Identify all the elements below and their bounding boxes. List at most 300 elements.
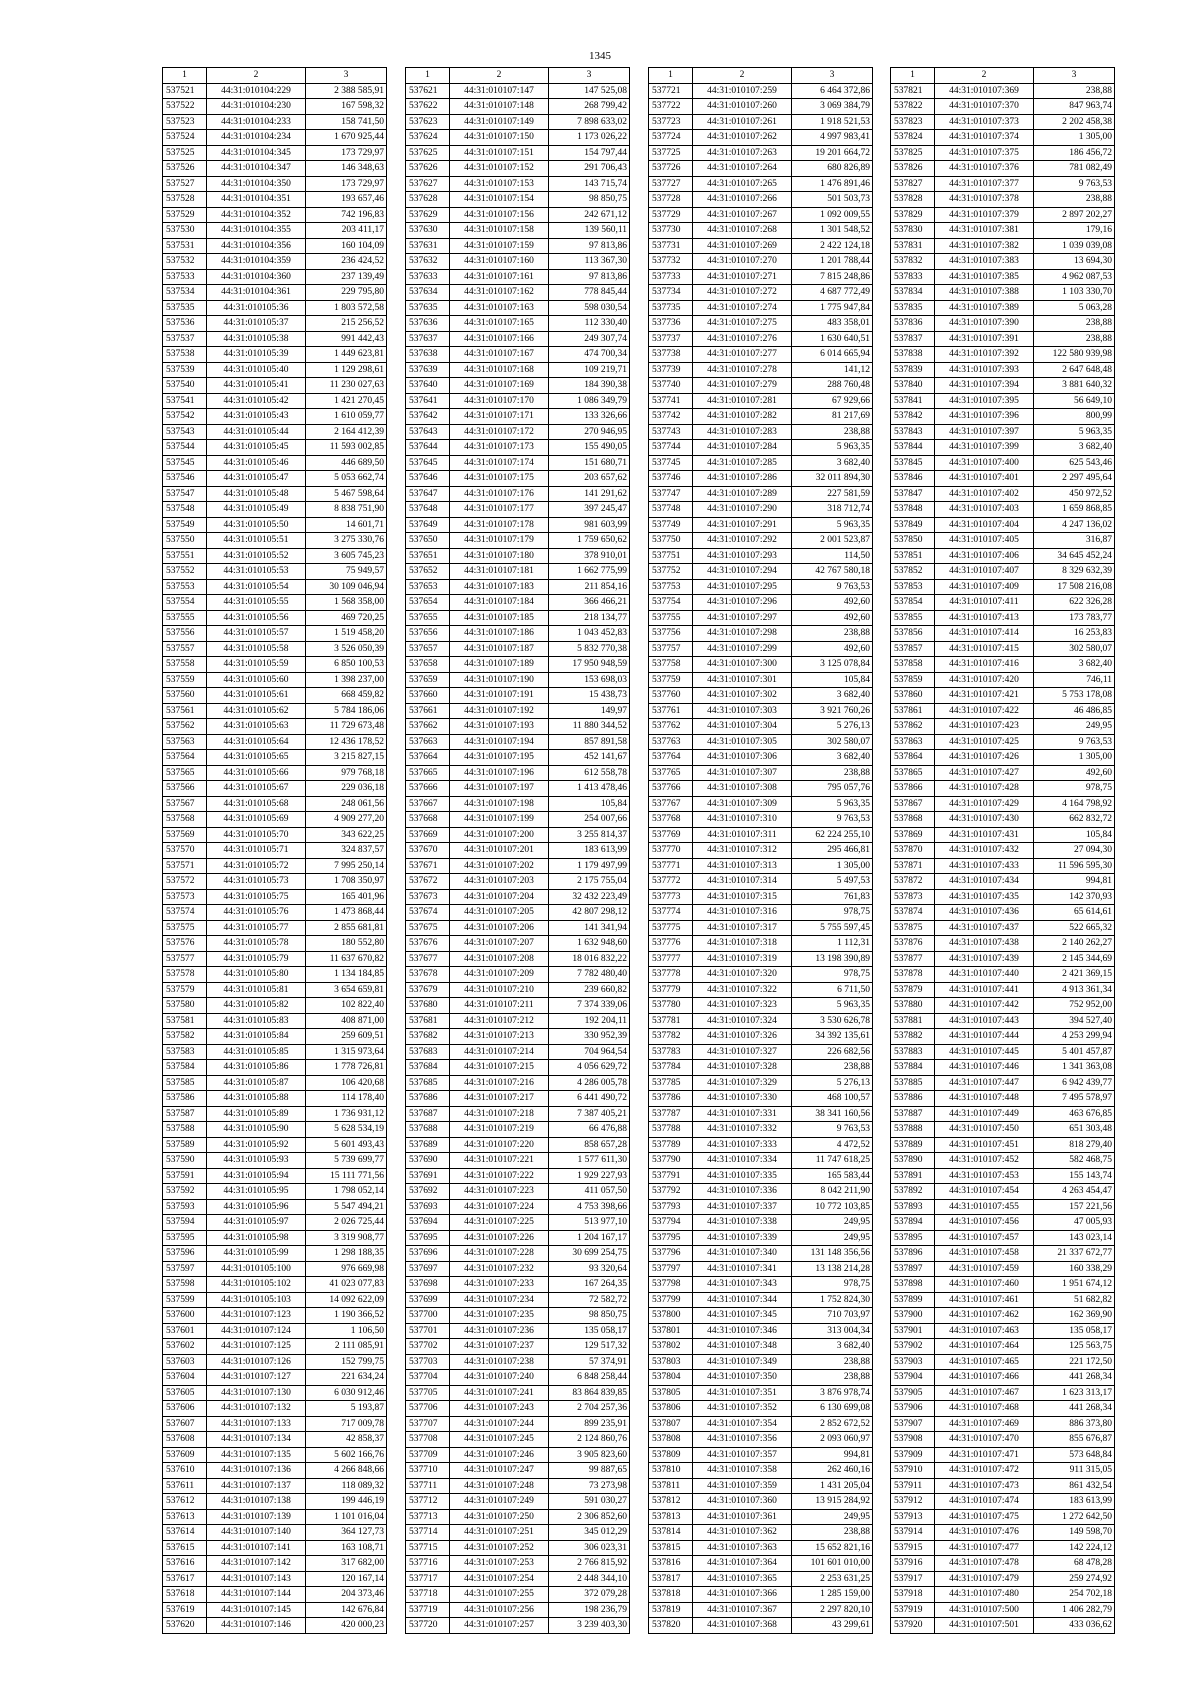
cadastral-value: 781 082,49 bbox=[1034, 161, 1115, 177]
cadastral-number: 44:31:010107:451 bbox=[935, 1137, 1034, 1153]
cadastral-number: 44:31:010107:329 bbox=[693, 1075, 792, 1091]
row-number: 537814 bbox=[649, 1525, 693, 1541]
row-number: 537532 bbox=[163, 254, 207, 270]
cadastral-number: 44:31:010105:44 bbox=[207, 424, 306, 440]
row-number: 537822 bbox=[891, 99, 935, 115]
row-number: 537760 bbox=[649, 688, 693, 704]
table-row bbox=[163, 1292, 387, 1308]
cadastral-value: 30 699 254,75 bbox=[549, 1246, 630, 1262]
cadastral-number: 44:31:010107:302 bbox=[693, 688, 792, 704]
row-number: 537887 bbox=[891, 1106, 935, 1122]
cadastral-value: 5 832 770,38 bbox=[549, 641, 630, 657]
cadastral-value: 192 204,11 bbox=[549, 1013, 630, 1029]
cadastral-number: 44:31:010104:230 bbox=[207, 99, 306, 115]
cadastral-number: 44:31:010107:202 bbox=[450, 858, 549, 874]
cadastral-number: 44:31:010107:361 bbox=[693, 1509, 792, 1525]
row-number: 537720 bbox=[406, 1618, 450, 1634]
cadastral-number: 44:31:010107:300 bbox=[693, 657, 792, 673]
row-number: 537872 bbox=[891, 874, 935, 890]
table-row bbox=[406, 1602, 630, 1618]
cadastral-number: 44:31:010107:312 bbox=[693, 843, 792, 859]
table-row bbox=[406, 1122, 630, 1138]
cadastral-number: 44:31:010107:409 bbox=[935, 579, 1034, 595]
cadastral-number: 44:31:010107:313 bbox=[693, 858, 792, 874]
cadastral-value: 11 593 002,85 bbox=[306, 440, 387, 456]
cadastral-number: 44:31:010107:461 bbox=[935, 1292, 1034, 1308]
row-number: 537732 bbox=[649, 254, 693, 270]
cadastral-number: 44:31:010107:298 bbox=[693, 626, 792, 642]
table-row bbox=[891, 1618, 1115, 1634]
row-number: 537625 bbox=[406, 145, 450, 161]
cadastral-number: 44:31:010107:480 bbox=[935, 1587, 1034, 1603]
table-row bbox=[163, 1354, 387, 1370]
cadastral-value: 13 915 284,92 bbox=[792, 1494, 873, 1510]
cadastral-value: 270 946,95 bbox=[549, 424, 630, 440]
cadastral-value: 143 715,74 bbox=[549, 176, 630, 192]
cadastral-number: 44:31:010105:55 bbox=[207, 595, 306, 611]
row-number: 537835 bbox=[891, 300, 935, 316]
table-row bbox=[163, 362, 387, 378]
table-row bbox=[163, 1509, 387, 1525]
table-row bbox=[891, 99, 1115, 115]
table-row bbox=[406, 1029, 630, 1045]
cadastral-value: 38 341 160,56 bbox=[792, 1106, 873, 1122]
table-row bbox=[649, 502, 873, 518]
row-number: 537686 bbox=[406, 1091, 450, 1107]
cadastral-number: 44:31:010107:211 bbox=[450, 998, 549, 1014]
row-number: 537738 bbox=[649, 347, 693, 363]
cadastral-value: 1 129 298,61 bbox=[306, 362, 387, 378]
cadastral-number: 44:31:010107:358 bbox=[693, 1463, 792, 1479]
table-row bbox=[406, 951, 630, 967]
row-number: 537890 bbox=[891, 1153, 935, 1169]
table-row bbox=[649, 1494, 873, 1510]
cadastral-number: 44:31:010107:326 bbox=[693, 1029, 792, 1045]
table-row bbox=[406, 1385, 630, 1401]
row-number: 537667 bbox=[406, 796, 450, 812]
cadastral-number: 44:31:010107:291 bbox=[693, 517, 792, 533]
row-number: 537603 bbox=[163, 1354, 207, 1370]
table-row bbox=[163, 641, 387, 657]
cadastral-value: 239 660,82 bbox=[549, 982, 630, 998]
cadastral-number: 44:31:010107:462 bbox=[935, 1308, 1034, 1324]
table-row bbox=[891, 378, 1115, 394]
table-row bbox=[406, 1261, 630, 1277]
table-row bbox=[163, 657, 387, 673]
row-number: 537841 bbox=[891, 393, 935, 409]
cadastral-value: 151 680,71 bbox=[549, 455, 630, 471]
cadastral-value: 149 598,70 bbox=[1034, 1525, 1115, 1541]
table-row bbox=[649, 920, 873, 936]
row-number: 537647 bbox=[406, 486, 450, 502]
cadastral-value: 204 373,46 bbox=[306, 1587, 387, 1603]
row-number: 537746 bbox=[649, 471, 693, 487]
cadastral-number: 44:31:010107:475 bbox=[935, 1509, 1034, 1525]
row-number: 537788 bbox=[649, 1122, 693, 1138]
cadastral-value: 7 815 248,86 bbox=[792, 269, 873, 285]
cadastral-number: 44:31:010107:228 bbox=[450, 1246, 549, 1262]
cadastral-number: 44:31:010107:428 bbox=[935, 781, 1034, 797]
cadastral-number: 44:31:010107:187 bbox=[450, 641, 549, 657]
cadastral-value: 165 583,44 bbox=[792, 1168, 873, 1184]
table-row bbox=[163, 1060, 387, 1076]
cadastral-value: 1 341 363,08 bbox=[1034, 1060, 1115, 1076]
cadastral-number: 44:31:010107:274 bbox=[693, 300, 792, 316]
row-number: 537599 bbox=[163, 1292, 207, 1308]
row-number: 537813 bbox=[649, 1509, 693, 1525]
table-row bbox=[406, 1153, 630, 1169]
table-row bbox=[163, 1308, 387, 1324]
cadastral-value: 56 649,10 bbox=[1034, 393, 1115, 409]
cadastral-number: 44:31:010107:395 bbox=[935, 393, 1034, 409]
cadastral-number: 44:31:010107:283 bbox=[693, 424, 792, 440]
table-row bbox=[649, 1323, 873, 1339]
table-row bbox=[891, 1478, 1115, 1494]
cadastral-value: 18 016 832,22 bbox=[549, 951, 630, 967]
table-row bbox=[649, 269, 873, 285]
cadastral-value: 2 124 860,76 bbox=[549, 1432, 630, 1448]
cadastral-value: 5 628 534,19 bbox=[306, 1122, 387, 1138]
table-row bbox=[163, 874, 387, 890]
cadastral-value: 203 411,17 bbox=[306, 223, 387, 239]
table-row bbox=[406, 300, 630, 316]
cadastral-number: 44:31:010107:299 bbox=[693, 641, 792, 657]
cadastral-number: 44:31:010107:162 bbox=[450, 285, 549, 301]
cadastral-value: 139 560,11 bbox=[549, 223, 630, 239]
cadastral-number: 44:31:010107:383 bbox=[935, 254, 1034, 270]
cadastral-value: 158 741,50 bbox=[306, 114, 387, 130]
cadastral-number: 44:31:010105:50 bbox=[207, 517, 306, 533]
row-number: 537879 bbox=[891, 982, 935, 998]
row-number: 537521 bbox=[163, 83, 207, 99]
cadastral-number: 44:31:010107:382 bbox=[935, 238, 1034, 254]
cadastral-number: 44:31:010107:414 bbox=[935, 626, 1034, 642]
table-row bbox=[891, 734, 1115, 750]
row-number: 537649 bbox=[406, 517, 450, 533]
cadastral-value: 193 657,46 bbox=[306, 192, 387, 208]
cadastral-value: 612 558,78 bbox=[549, 765, 630, 781]
cadastral-value: 11 880 344,52 bbox=[549, 719, 630, 735]
cadastral-value: 7 898 633,02 bbox=[549, 114, 630, 130]
cadastral-value: 11 747 618,25 bbox=[792, 1153, 873, 1169]
cadastral-value: 2 175 755,04 bbox=[549, 874, 630, 890]
cadastral-number: 44:31:010107:454 bbox=[935, 1184, 1034, 1200]
cadastral-value: 46 486,85 bbox=[1034, 703, 1115, 719]
row-number: 537658 bbox=[406, 657, 450, 673]
header-col-2: 2 bbox=[693, 68, 792, 84]
row-number: 537588 bbox=[163, 1122, 207, 1138]
cadastral-number: 44:31:010107:270 bbox=[693, 254, 792, 270]
table-row bbox=[163, 1215, 387, 1231]
cadastral-value: 394 527,40 bbox=[1034, 1013, 1115, 1029]
header-col-3: 3 bbox=[549, 68, 630, 84]
row-number: 537794 bbox=[649, 1215, 693, 1231]
table-row bbox=[163, 858, 387, 874]
cadastral-value: 135 058,17 bbox=[1034, 1323, 1115, 1339]
cadastral-value: 651 303,48 bbox=[1034, 1122, 1115, 1138]
table-row bbox=[891, 393, 1115, 409]
row-number: 537628 bbox=[406, 192, 450, 208]
cadastral-value: 120 167,14 bbox=[306, 1571, 387, 1587]
cadastral-number: 44:31:010107:463 bbox=[935, 1323, 1034, 1339]
row-number: 537541 bbox=[163, 393, 207, 409]
row-number: 537640 bbox=[406, 378, 450, 394]
cadastral-number: 44:31:010107:500 bbox=[935, 1602, 1034, 1618]
cadastral-number: 44:31:010105:39 bbox=[207, 347, 306, 363]
cadastral-value: 68 478,28 bbox=[1034, 1556, 1115, 1572]
table-row bbox=[891, 1385, 1115, 1401]
cadastral-value: 143 023,14 bbox=[1034, 1230, 1115, 1246]
row-number: 537702 bbox=[406, 1339, 450, 1355]
cadastral-number: 44:31:010107:250 bbox=[450, 1509, 549, 1525]
row-number: 537840 bbox=[891, 378, 935, 394]
table-row bbox=[891, 1463, 1115, 1479]
table-row bbox=[649, 812, 873, 828]
table-row bbox=[406, 1292, 630, 1308]
cadastral-number: 44:31:010107:430 bbox=[935, 812, 1034, 828]
cadastral-value: 249,95 bbox=[792, 1230, 873, 1246]
table-row bbox=[163, 378, 387, 394]
cadastral-value: 1 476 891,46 bbox=[792, 176, 873, 192]
cadastral-number: 44:31:010107:133 bbox=[207, 1416, 306, 1432]
cadastral-value: 4 247 136,02 bbox=[1034, 517, 1115, 533]
header-col-2: 2 bbox=[450, 68, 549, 84]
cadastral-value: 911 315,05 bbox=[1034, 1463, 1115, 1479]
cadastral-value: 316,87 bbox=[1034, 533, 1115, 549]
row-number: 537608 bbox=[163, 1432, 207, 1448]
row-number: 537677 bbox=[406, 951, 450, 967]
cadastral-value: 452 141,67 bbox=[549, 750, 630, 766]
table-row bbox=[649, 843, 873, 859]
cadastral-number: 44:31:010107:196 bbox=[450, 765, 549, 781]
table-row bbox=[649, 626, 873, 642]
row-number: 537578 bbox=[163, 967, 207, 983]
cadastral-value: 5 467 598,64 bbox=[306, 486, 387, 502]
cadastral-number: 44:31:010107:257 bbox=[450, 1618, 549, 1634]
table-row bbox=[649, 905, 873, 921]
table-row bbox=[406, 641, 630, 657]
table-row bbox=[891, 703, 1115, 719]
table-row bbox=[649, 1060, 873, 1076]
row-number: 537880 bbox=[891, 998, 935, 1014]
row-number: 537536 bbox=[163, 316, 207, 332]
table-row bbox=[649, 1153, 873, 1169]
cadastral-number: 44:31:010107:197 bbox=[450, 781, 549, 797]
table-row bbox=[163, 300, 387, 316]
cadastral-number: 44:31:010107:189 bbox=[450, 657, 549, 673]
cadastral-value: 238,88 bbox=[792, 424, 873, 440]
header-col-1: 1 bbox=[891, 68, 935, 84]
table-row bbox=[649, 1106, 873, 1122]
row-number: 537846 bbox=[891, 471, 935, 487]
cadastral-number: 44:31:010107:178 bbox=[450, 517, 549, 533]
table-row bbox=[649, 1199, 873, 1215]
row-number: 537692 bbox=[406, 1184, 450, 1200]
row-number: 537798 bbox=[649, 1277, 693, 1293]
row-number: 537849 bbox=[891, 517, 935, 533]
cadastral-number: 44:31:010107:449 bbox=[935, 1106, 1034, 1122]
cadastral-number: 44:31:010107:246 bbox=[450, 1447, 549, 1463]
cadastral-number: 44:31:010107:425 bbox=[935, 734, 1034, 750]
cadastral-number: 44:31:010107:436 bbox=[935, 905, 1034, 921]
cadastral-value: 1 803 572,58 bbox=[306, 300, 387, 316]
cadastral-value: 3 881 640,32 bbox=[1034, 378, 1115, 394]
cadastral-value: 125 563,75 bbox=[1034, 1339, 1115, 1355]
table-row bbox=[406, 672, 630, 688]
cadastral-number: 44:31:010107:223 bbox=[450, 1184, 549, 1200]
table-row bbox=[163, 1447, 387, 1463]
row-number: 537751 bbox=[649, 548, 693, 564]
row-number: 537582 bbox=[163, 1029, 207, 1045]
table-row bbox=[891, 145, 1115, 161]
cadastral-value: 463 676,85 bbox=[1034, 1106, 1115, 1122]
row-number: 537682 bbox=[406, 1029, 450, 1045]
table-row bbox=[891, 1168, 1115, 1184]
cadastral-number: 44:31:010105:57 bbox=[207, 626, 306, 642]
row-number: 537885 bbox=[891, 1075, 935, 1091]
table-row bbox=[163, 548, 387, 564]
row-number: 537876 bbox=[891, 936, 935, 952]
cadastral-number: 44:31:010104:359 bbox=[207, 254, 306, 270]
table-row bbox=[891, 812, 1115, 828]
cadastral-value: 15 111 771,56 bbox=[306, 1168, 387, 1184]
row-number: 537622 bbox=[406, 99, 450, 115]
cadastral-number: 44:31:010107:352 bbox=[693, 1401, 792, 1417]
table-row bbox=[163, 1385, 387, 1401]
table-row bbox=[163, 719, 387, 735]
cadastral-value: 2 140 262,27 bbox=[1034, 936, 1115, 952]
cadastral-number: 44:31:010107:142 bbox=[207, 1556, 306, 1572]
row-number: 537627 bbox=[406, 176, 450, 192]
row-number: 537538 bbox=[163, 347, 207, 363]
cadastral-value: 3 682,40 bbox=[792, 455, 873, 471]
cadastral-value: 7 374 339,06 bbox=[549, 998, 630, 1014]
table-row bbox=[163, 1075, 387, 1091]
row-number: 537736 bbox=[649, 316, 693, 332]
cadastral-number: 44:31:010107:147 bbox=[450, 83, 549, 99]
row-number: 537773 bbox=[649, 889, 693, 905]
cadastral-value: 492,60 bbox=[792, 641, 873, 657]
cadastral-number: 44:31:010107:335 bbox=[693, 1168, 792, 1184]
row-number: 537609 bbox=[163, 1447, 207, 1463]
row-number: 537906 bbox=[891, 1401, 935, 1417]
cadastral-value: 105,84 bbox=[1034, 827, 1115, 843]
cadastral-value: 746,11 bbox=[1034, 672, 1115, 688]
row-number: 537554 bbox=[163, 595, 207, 611]
cadastral-value: 3 319 908,77 bbox=[306, 1230, 387, 1246]
table-row bbox=[891, 920, 1115, 936]
cadastral-number: 44:31:010107:209 bbox=[450, 967, 549, 983]
cadastral-value: 249,95 bbox=[792, 1509, 873, 1525]
cadastral-value: 11 596 595,30 bbox=[1034, 858, 1115, 874]
cadastral-number: 44:31:010107:452 bbox=[935, 1153, 1034, 1169]
cadastral-value: 1 106,50 bbox=[306, 1323, 387, 1339]
cadastral-number: 44:31:010107:426 bbox=[935, 750, 1034, 766]
table-row bbox=[649, 1013, 873, 1029]
cadastral-value: 4 472,52 bbox=[792, 1137, 873, 1153]
cadastral-value: 5 497,53 bbox=[792, 874, 873, 890]
row-number: 537891 bbox=[891, 1168, 935, 1184]
table-row bbox=[406, 1432, 630, 1448]
table-row bbox=[406, 610, 630, 626]
table-row bbox=[163, 1494, 387, 1510]
cadastral-number: 44:31:010105:79 bbox=[207, 951, 306, 967]
cadastral-number: 44:31:010107:416 bbox=[935, 657, 1034, 673]
cadastral-value: 7 495 578,97 bbox=[1034, 1091, 1115, 1107]
cadastral-number: 44:31:010107:447 bbox=[935, 1075, 1034, 1091]
cadastral-number: 44:31:010105:45 bbox=[207, 440, 306, 456]
cadastral-number: 44:31:010107:165 bbox=[450, 316, 549, 332]
table-row bbox=[649, 936, 873, 952]
cadastral-value: 163 108,71 bbox=[306, 1540, 387, 1556]
cadastral-number: 44:31:010104:355 bbox=[207, 223, 306, 239]
cadastral-number: 44:31:010107:438 bbox=[935, 936, 1034, 952]
cadastral-number: 44:31:010105:63 bbox=[207, 719, 306, 735]
row-number: 537842 bbox=[891, 409, 935, 425]
cadastral-value: 818 279,40 bbox=[1034, 1137, 1115, 1153]
table-row bbox=[163, 889, 387, 905]
cadastral-value: 1 413 478,46 bbox=[549, 781, 630, 797]
cadastral-number: 44:31:010105:65 bbox=[207, 750, 306, 766]
cadastral-value: 165 401,96 bbox=[306, 889, 387, 905]
table-row bbox=[649, 238, 873, 254]
cadastral-value: 4 263 454,47 bbox=[1034, 1184, 1115, 1200]
header-col-1: 1 bbox=[163, 68, 207, 84]
table-row bbox=[406, 920, 630, 936]
cadastral-number: 44:31:010107:203 bbox=[450, 874, 549, 890]
table-row bbox=[163, 967, 387, 983]
cadastral-number: 44:31:010105:38 bbox=[207, 331, 306, 347]
cadastral-number: 44:31:010107:377 bbox=[935, 176, 1034, 192]
table-row bbox=[649, 889, 873, 905]
table-row bbox=[891, 269, 1115, 285]
cadastral-value: 330 952,39 bbox=[549, 1029, 630, 1045]
table-row bbox=[163, 455, 387, 471]
cadastral-value: 238,88 bbox=[792, 1525, 873, 1541]
table-row bbox=[891, 1571, 1115, 1587]
cadastral-value: 211 854,16 bbox=[549, 579, 630, 595]
cadastral-number: 44:31:010107:201 bbox=[450, 843, 549, 859]
cadastral-value: 199 446,19 bbox=[306, 1494, 387, 1510]
row-number: 537605 bbox=[163, 1385, 207, 1401]
row-number: 537706 bbox=[406, 1401, 450, 1417]
row-number: 537820 bbox=[649, 1618, 693, 1634]
cadastral-number: 44:31:010107:304 bbox=[693, 719, 792, 735]
cadastral-number: 44:31:010107:221 bbox=[450, 1153, 549, 1169]
cadastral-value: 3 215 827,15 bbox=[306, 750, 387, 766]
table-row bbox=[163, 936, 387, 952]
cadastral-value: 857 891,58 bbox=[549, 734, 630, 750]
cadastral-value: 122 580 939,98 bbox=[1034, 347, 1115, 363]
table-row bbox=[406, 874, 630, 890]
table-row bbox=[891, 238, 1115, 254]
cadastral-value: 2 306 852,60 bbox=[549, 1509, 630, 1525]
cadastral-value: 4 687 772,49 bbox=[792, 285, 873, 301]
table-row bbox=[649, 750, 873, 766]
cadastral-value: 173 729,97 bbox=[306, 176, 387, 192]
row-number: 537839 bbox=[891, 362, 935, 378]
table-row bbox=[406, 719, 630, 735]
cadastral-number: 44:31:010107:477 bbox=[935, 1540, 1034, 1556]
row-number: 537752 bbox=[649, 564, 693, 580]
table-row bbox=[649, 982, 873, 998]
row-number: 537785 bbox=[649, 1075, 693, 1091]
cadastral-number: 44:31:010107:260 bbox=[693, 99, 792, 115]
row-number: 537659 bbox=[406, 672, 450, 688]
cadastral-value: 3 255 814,37 bbox=[549, 827, 630, 843]
table-row bbox=[649, 223, 873, 239]
cadastral-value: 93 320,64 bbox=[549, 1261, 630, 1277]
